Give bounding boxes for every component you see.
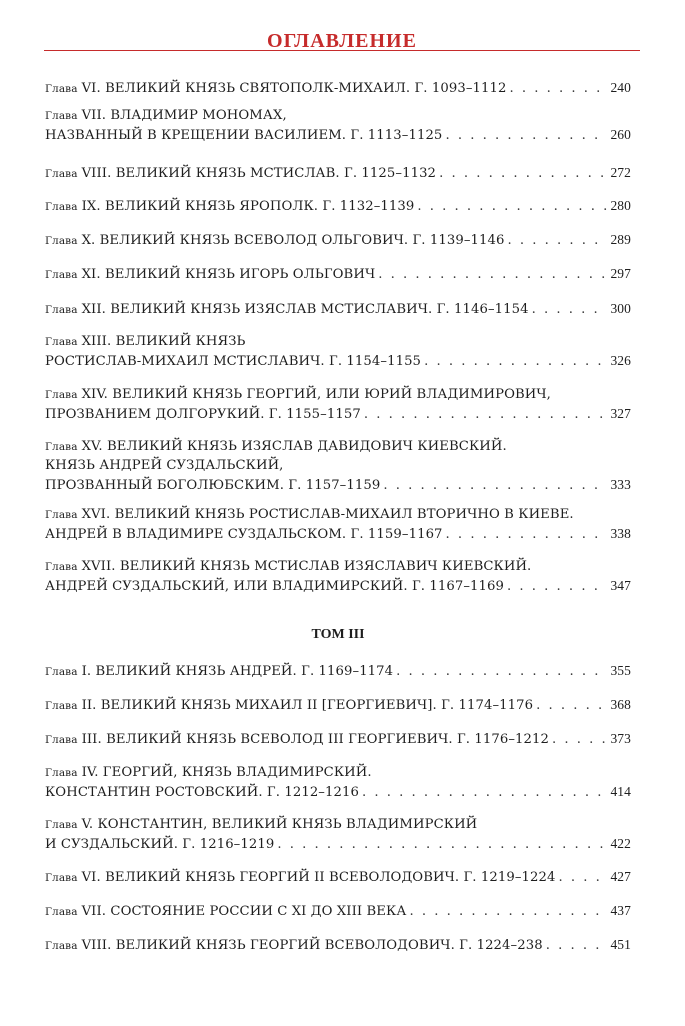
chapter-title-text: XIV. ВЕЛИКИЙ КНЯЗЬ ГЕОРГИЙ, ИЛИ ЮРИЙ ВЛАДИМИРОВИЧ, xyxy=(81,387,551,402)
toc-entry-line xyxy=(45,125,631,144)
chapter-title-text: II. ВЕЛИКИЙ КНЯЗЬ МИХАИЛ II [ГЕОРГИЕВИЧ]. Г. 1174–1176 xyxy=(81,698,534,713)
page-number: 300 xyxy=(610,301,631,316)
toc-entry[interactable] xyxy=(45,437,631,494)
toc-entry-line xyxy=(45,106,631,125)
page-number: 338 xyxy=(610,526,631,541)
toc-entry[interactable] xyxy=(45,815,631,853)
toc-entry-line xyxy=(45,385,631,404)
chapter-title-text: XVI. ВЕЛИКИЙ КНЯЗЬ РОСТИСЛАВ-МИХАИЛ ВТОРИЧНО В КИЕВЕ. xyxy=(81,507,574,522)
chapter-prefix: Глава xyxy=(45,304,78,316)
toc-entry[interactable] xyxy=(45,264,631,283)
chapter-title-text: VI. ВЕЛИКИЙ КНЯЗЬ ГЕОРГИЙ II ВСЕВОЛОДОВИЧ. Г. 1219–1224 xyxy=(81,870,556,885)
toc-entry[interactable] xyxy=(45,935,631,954)
page-number: 289 xyxy=(610,232,631,247)
chapter-title-text: ПРОЗВАННЫЙ БОГОЛЮБСКИМ. Г. 1157–1159 xyxy=(45,478,381,493)
dot-leader xyxy=(417,197,607,216)
chapter-title-text: КОНСТАНТИН РОСТОВСКИЙ. Г. 1212–1216 xyxy=(45,785,359,800)
toc-entry-line xyxy=(45,404,631,423)
page-number: 326 xyxy=(610,353,631,368)
chapter-title-text: АНДРЕЙ В ВЛАДИМИРЕ СУЗДАЛЬСКОМ. Г. 1159–1167 xyxy=(45,527,443,542)
toc-entry[interactable] xyxy=(45,729,631,748)
chapter-prefix: Глава xyxy=(45,700,78,712)
toc-entry[interactable] xyxy=(45,901,631,920)
chapter-title-text: XI. ВЕЛИКИЙ КНЯЗЬ ИГОРЬ ОЛЬГОВИЧ xyxy=(81,267,376,282)
page-number: 368 xyxy=(610,697,631,712)
toc-entry-line xyxy=(45,729,631,748)
toc-entry[interactable] xyxy=(45,230,631,249)
toc-entry-line xyxy=(45,763,631,782)
dot-leader xyxy=(383,476,607,495)
chapter-prefix: Глава xyxy=(45,767,78,779)
page-header xyxy=(44,30,640,52)
chapter-title-text: АНДРЕЙ СУЗДАЛЬСКИЙ, ИЛИ ВЛАДИМИРСКИЙ. Г. 1167–1169 xyxy=(45,579,505,594)
page-number: 272 xyxy=(610,165,631,180)
page-title: ОГЛАВЛЕНИЕ xyxy=(267,30,417,52)
page-number: 333 xyxy=(610,477,631,492)
dot-leader xyxy=(546,936,608,955)
dot-leader xyxy=(559,868,608,887)
chapter-title-text: ПРОЗВАНИЕМ ДОЛГОРУКИЙ. Г. 1155–1157 xyxy=(45,407,361,422)
chapter-prefix: Глава xyxy=(45,872,78,884)
toc-entry[interactable] xyxy=(45,385,631,423)
dot-leader xyxy=(424,352,607,371)
chapter-prefix: Глава xyxy=(45,509,78,521)
chapter-prefix: Глава xyxy=(45,110,78,122)
chapter-title-text: XII. ВЕЛИКИЙ КНЯЗЬ ИЗЯСЛАВ МСТИСЛАВИЧ. Г. 1146–1154 xyxy=(81,302,529,317)
chapter-title-text: VIII. ВЕЛИКИЙ КНЯЗЬ ГЕОРГИЙ ВСЕВОЛОДОВИЧ. Г. 1224–238 xyxy=(81,938,543,953)
page-number: 297 xyxy=(610,266,631,281)
chapter-prefix: Глава xyxy=(45,235,78,247)
toc-entry[interactable] xyxy=(45,332,631,370)
page-number: 355 xyxy=(610,663,631,678)
toc-entry-line xyxy=(45,782,631,801)
chapter-title-text: VII. СОСТОЯНИЕ РОССИИ С XI ДО XIII ВЕКА xyxy=(81,904,407,919)
toc-entry-line xyxy=(45,661,631,680)
chapter-prefix: Глава xyxy=(45,441,78,453)
toc-entry[interactable] xyxy=(45,661,631,680)
page-number: 414 xyxy=(610,784,631,799)
toc-entry[interactable] xyxy=(45,78,631,97)
dot-leader xyxy=(508,231,608,250)
dot-leader xyxy=(277,835,607,854)
toc-entry-line xyxy=(45,456,631,475)
page-number: 373 xyxy=(610,731,631,746)
toc-entry-line xyxy=(45,196,631,215)
page-number: 280 xyxy=(610,198,631,213)
toc-entry-line xyxy=(45,437,631,456)
chapter-title-text: КНЯЗЬ АНДРЕЙ СУЗДАЛЬСКИЙ, xyxy=(45,458,284,473)
dot-leader xyxy=(509,79,607,98)
chapter-prefix: Глава xyxy=(45,561,78,573)
dot-leader xyxy=(396,662,607,681)
page-number: 347 xyxy=(610,578,631,593)
dot-leader xyxy=(378,265,607,284)
chapter-prefix: Глава xyxy=(45,336,78,348)
toc-entry[interactable] xyxy=(45,299,631,318)
chapter-title-text: VI. ВЕЛИКИЙ КНЯЗЬ СВЯТОПОЛК-МИХАИЛ. Г. 1093–1112 xyxy=(81,81,507,96)
page-number: 451 xyxy=(610,937,631,952)
chapter-prefix: Глава xyxy=(45,734,78,746)
toc-entry-line xyxy=(45,351,631,370)
toc-entry-line xyxy=(45,557,631,576)
chapter-title-text: V. КОНСТАНТИН, ВЕЛИКИЙ КНЯЗЬ ВЛАДИМИРСКИЙ xyxy=(81,817,478,832)
chapter-title-text: VII. ВЛАДИМИР МОНОМАХ, xyxy=(81,108,287,123)
toc-entry-line xyxy=(45,332,631,351)
chapter-prefix: Глава xyxy=(45,906,78,918)
dot-leader xyxy=(439,164,607,183)
page-number: 327 xyxy=(610,406,631,421)
chapter-title-text: I. ВЕЛИКИЙ КНЯЗЬ АНДРЕЙ. Г. 1169–1174 xyxy=(81,664,394,679)
toc-entry-line xyxy=(45,78,631,97)
toc-entry-line xyxy=(45,264,631,283)
chapter-prefix: Глава xyxy=(45,940,78,952)
toc-entry-line xyxy=(45,299,631,318)
toc-entry-line xyxy=(45,935,631,954)
dot-leader xyxy=(536,696,607,715)
toc-entry-line xyxy=(45,505,631,524)
dot-leader xyxy=(446,525,608,544)
chapter-title-text: РОСТИСЛАВ-МИХАИЛ МСТИСЛАВИЧ. Г. 1154–1155 xyxy=(45,354,422,369)
chapter-prefix: Глава xyxy=(45,819,78,831)
toc-entry[interactable] xyxy=(45,106,631,144)
toc-entry-line xyxy=(45,230,631,249)
toc-entry-line xyxy=(45,524,631,543)
page-number: 422 xyxy=(610,836,631,851)
chapter-prefix: Глава xyxy=(45,168,78,180)
chapter-title-text: XVII. ВЕЛИКИЙ КНЯЗЬ МСТИСЛАВ ИЗЯСЛАВИЧ КИЕВСКИЙ. xyxy=(81,559,532,574)
chapter-title-text: III. ВЕЛИКИЙ КНЯЗЬ ВСЕВОЛОД III ГЕОРГИЕВИЧ. Г. 1176–1212 xyxy=(81,732,550,747)
toc-entry[interactable] xyxy=(45,196,631,215)
dot-leader xyxy=(409,902,607,921)
chapter-title-text: IV. ГЕОРГИЙ, КНЯЗЬ ВЛАДИМИРСКИЙ. xyxy=(81,765,372,780)
toc-entry-line xyxy=(45,901,631,920)
chapter-title-text: XIII. ВЕЛИКИЙ КНЯЗЬ xyxy=(81,334,246,349)
toc-entry-line xyxy=(45,815,631,834)
toc-entry-line xyxy=(45,576,631,595)
dot-leader xyxy=(552,730,607,749)
dot-leader xyxy=(362,783,607,802)
dot-leader xyxy=(507,577,607,596)
toc-entry[interactable] xyxy=(45,763,631,801)
page-number: 240 xyxy=(610,80,631,95)
chapter-title-text: X. ВЕЛИКИЙ КНЯЗЬ ВСЕВОЛОД ОЛЬГОВИЧ. Г. 1139–1146 xyxy=(81,233,505,248)
chapter-prefix: Глава xyxy=(45,666,78,678)
toc-entry-line xyxy=(45,163,631,182)
toc-entry[interactable] xyxy=(45,695,631,714)
volume-heading: ТОМ III xyxy=(311,627,365,642)
page-number: 260 xyxy=(610,127,631,142)
toc-entry-line xyxy=(45,695,631,714)
chapter-title-text: VIII. ВЕЛИКИЙ КНЯЗЬ МСТИСЛАВ. Г. 1125–1132 xyxy=(81,166,437,181)
chapter-title-text: XV. ВЕЛИКИЙ КНЯЗЬ ИЗЯСЛАВ ДАВИДОВИЧ КИЕВСКИЙ. xyxy=(81,439,507,454)
chapter-prefix: Глава xyxy=(45,83,78,95)
dot-leader xyxy=(364,405,608,424)
chapter-title-text: И СУЗДАЛЬСКИЙ. Г. 1216–1219 xyxy=(45,837,275,852)
toc-entry-line xyxy=(45,834,631,853)
chapter-prefix: Глава xyxy=(45,269,78,281)
dot-leader xyxy=(532,300,608,319)
page-number: 437 xyxy=(610,903,631,918)
toc-entry[interactable] xyxy=(45,557,631,595)
header-divider xyxy=(44,50,640,51)
toc-entry[interactable] xyxy=(45,867,631,886)
chapter-prefix: Глава xyxy=(45,201,78,213)
chapter-prefix: Глава xyxy=(45,389,78,401)
dot-leader xyxy=(445,126,607,145)
toc-entry-line xyxy=(45,475,631,494)
toc-entry[interactable] xyxy=(45,505,631,543)
chapter-title-text: НАЗВАННЫЙ В КРЕЩЕНИИ ВАСИЛИЕМ. Г. 1113–1125 xyxy=(45,128,443,143)
chapter-title-text: IX. ВЕЛИКИЙ КНЯЗЬ ЯРОПОЛК. Г. 1132–1139 xyxy=(81,199,415,214)
toc-entry[interactable] xyxy=(45,163,631,182)
toc-entry-line xyxy=(45,867,631,886)
page-number: 427 xyxy=(610,869,631,884)
